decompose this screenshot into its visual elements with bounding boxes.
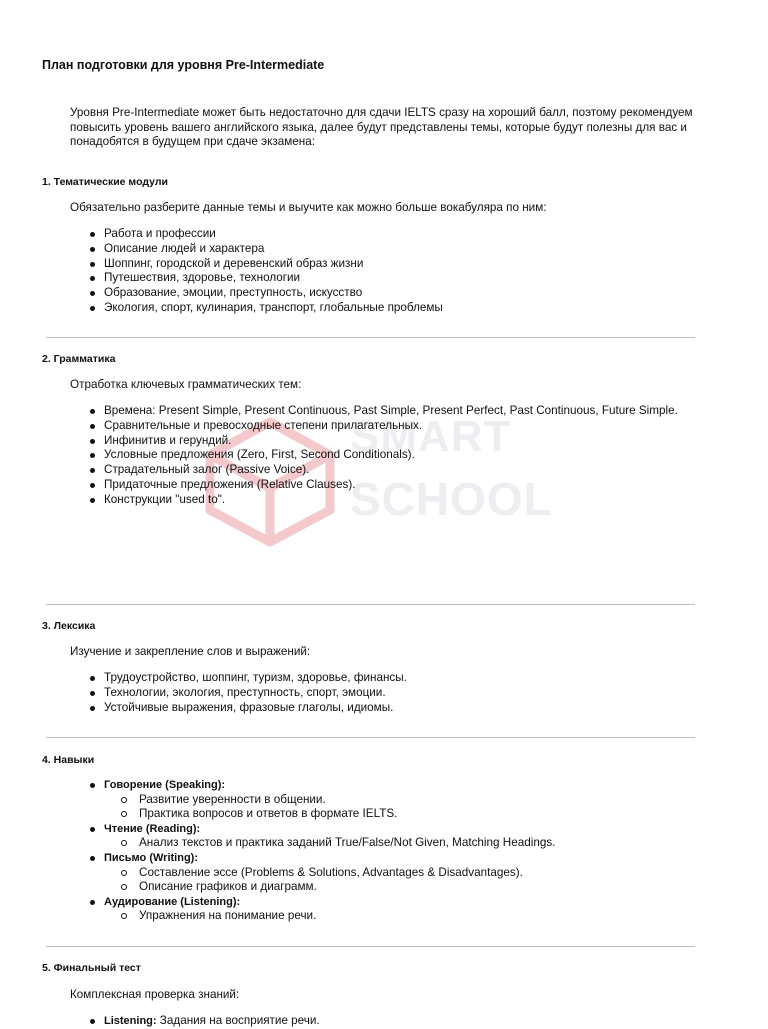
list-item	[90, 851, 555, 895]
page-title: План подготовки для уровня Pre-Intermediate	[42, 58, 325, 72]
intro-paragraph: Уровня Pre-Intermediate может быть недостаточно для сдачи IELTS сразу на хороший балл, поэтому рекомендуем повысить уровень вашего английского языка, далее будут представлены темы, которые будут полезны для вас и понадобятся в будущем при сдаче экзамена:	[70, 106, 693, 149]
list-item: Экология, спорт, кулинария, транспорт, глобальные проблемы	[90, 301, 443, 316]
list-item: Технологии, экология, преступность, спорт, эмоции.	[90, 686, 407, 701]
sub-list-item: Составление эссе (Problems & Solutions, Advantages & Disadvantages).	[104, 866, 555, 881]
list-item: Конструкции "used to".	[90, 493, 678, 508]
sub-list-item: Практика вопросов и ответов в формате IELTS.	[104, 807, 555, 822]
list-item: Описание людей и характера	[90, 242, 443, 257]
skill-label: Говорение (Speaking):	[104, 779, 226, 791]
list-item	[90, 1014, 320, 1029]
section-1-text: Обязательно разберите данные темы и выучите как можно больше вокабуляра по ним:	[70, 201, 547, 214]
list-item	[90, 778, 555, 822]
item-label: Listening:	[104, 1015, 157, 1027]
sub-list-item: Описание графиков и диаграмм.	[104, 880, 555, 895]
item-text: Задания на восприятие речи.	[156, 1014, 320, 1027]
sub-list	[104, 793, 555, 822]
section-2-heading: 2. Грамматика	[42, 353, 116, 365]
section-5-list	[90, 1014, 320, 1029]
list-item: Страдательный залог (Passive Voice).	[90, 463, 678, 478]
divider	[46, 604, 695, 605]
section-4-heading: 4. Навыки	[42, 754, 95, 766]
list-item: Образование, эмоции, преступность, искусство	[90, 286, 443, 301]
list-item: Устойчивые выражения, фразовые глаголы, идиомы.	[90, 701, 407, 716]
section-1-heading: 1. Тематические модули	[42, 176, 168, 188]
list-item: Путешествия, здоровье, технологии	[90, 271, 443, 286]
divider	[46, 737, 695, 738]
list-item: Трудоустройство, шоппинг, туризм, здоровье, финансы.	[90, 671, 407, 686]
list-item: Времена: Present Simple, Present Continuous, Past Simple, Present Perfect, Past Continuous, Future Simple.	[90, 404, 678, 419]
divider	[46, 946, 695, 947]
section-3-heading: 3. Лексика	[42, 620, 96, 632]
section-5-text: Комплексная проверка знаний:	[70, 988, 240, 1001]
section-5-heading: 5. Финальный тест	[42, 962, 141, 974]
section-2-list	[90, 404, 678, 508]
list-item: Работа и профессии	[90, 227, 443, 242]
watermark-line2: SCHOOL	[350, 473, 553, 525]
section-3-text: Изучение и закрепление слов и выражений:	[70, 645, 311, 658]
sub-list	[104, 866, 555, 895]
sub-list-item: Упражнения на понимание речи.	[104, 909, 555, 924]
list-item: Шоппинг, городской и деревенский образ жизни	[90, 257, 443, 272]
sub-list-item: Развитие уверенности в общении.	[104, 793, 555, 808]
section-3-list	[90, 671, 407, 715]
section-4-list	[90, 778, 555, 924]
list-item: Инфинитив и герундий.	[90, 434, 678, 449]
skill-label: Аудирование (Listening):	[104, 895, 241, 908]
sub-list	[104, 909, 555, 924]
list-item: Придаточные предложения (Relative Clauses).	[90, 478, 678, 493]
sub-list	[104, 836, 555, 851]
skill-label: Письмо (Writing):	[104, 851, 198, 864]
watermark-line1: SMART	[350, 412, 512, 461]
skill-label: Чтение (Reading):	[104, 822, 201, 835]
list-item: Условные предложения (Zero, First, Second Conditionals).	[90, 448, 678, 463]
sub-list-item: Анализ текстов и практика заданий True/False/Not Given, Matching Headings.	[104, 836, 555, 851]
divider	[46, 337, 695, 338]
list-item	[90, 822, 555, 851]
section-1-list	[90, 227, 443, 316]
list-item	[90, 895, 555, 924]
section-2-text: Отработка ключевых грамматических тем:	[70, 378, 302, 391]
list-item: Сравнительные и превосходные степени прилагательных.	[90, 419, 678, 434]
